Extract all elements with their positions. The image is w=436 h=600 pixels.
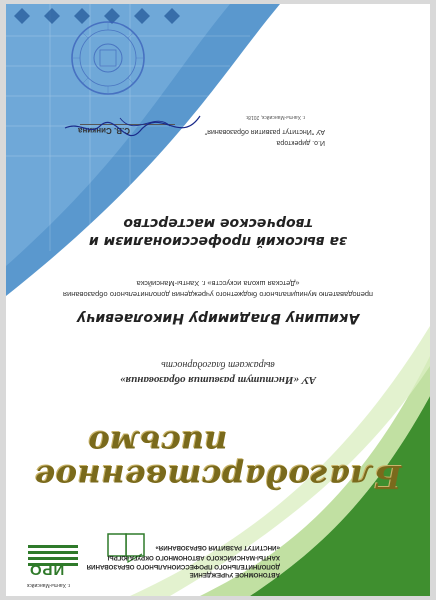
merit-line-2: творческое мастерство xyxy=(123,214,313,231)
certificate-sheet xyxy=(6,4,430,596)
signer-organization: АУ "Институт развития образования" xyxy=(204,128,325,135)
recipient-name: Акишину Владимиру Николаевичу xyxy=(76,310,360,326)
header xyxy=(10,543,280,578)
place-date: г. Ханты-Мансийск, 2018г. xyxy=(245,114,305,120)
issuer-block xyxy=(6,359,430,386)
issuer-name: АУ «Институт развития образования» xyxy=(119,374,317,386)
title-line-1: Благодарственное xyxy=(34,458,402,496)
org-line-4: «ИНСТИТУТ РАЗВИТИЯ ОБРАЗОВАНИЯ» xyxy=(155,543,280,551)
issuer-expresses: выражает благодарность xyxy=(161,359,275,370)
position-line-2: «Детская школа искусств» г. Ханты-Мансийска xyxy=(136,278,300,288)
org-line-1: АВТОНОМНОЕ УЧРЕЖДЕНИЕ xyxy=(189,571,280,578)
org-line-2: ДОПОЛНИТЕЛЬНОГО ПРОФЕССИОНАЛЬНОГО ОБРАЗОВАНИЯ xyxy=(86,562,280,570)
certificate-page xyxy=(6,4,430,596)
merit-line-1: за высокий профессионализм и xyxy=(88,233,348,249)
position-line-1: преподавателю муниципального бюджетного учреждения дополнительного образования xyxy=(62,290,374,299)
city-label: г. Ханты-Мансийск xyxy=(27,582,70,588)
merit-text xyxy=(6,214,430,250)
signer-name: С.В. Синкина xyxy=(78,126,130,135)
signer-role: И.о. директора xyxy=(276,139,325,146)
handwritten-signature xyxy=(60,96,210,156)
logo-text: ИРО xyxy=(28,561,65,578)
official-stamp xyxy=(68,18,148,98)
organization-block xyxy=(87,543,280,578)
recipient-position xyxy=(26,278,410,301)
certificate-title xyxy=(6,424,430,496)
org-line-3: ХАНТЫ-МАНСИЙСКОГО АВТОНОМНОГО ОКРУГА-ЮГРЫ xyxy=(107,554,280,562)
logo xyxy=(15,561,79,578)
title-line-2: письмо xyxy=(88,424,228,462)
